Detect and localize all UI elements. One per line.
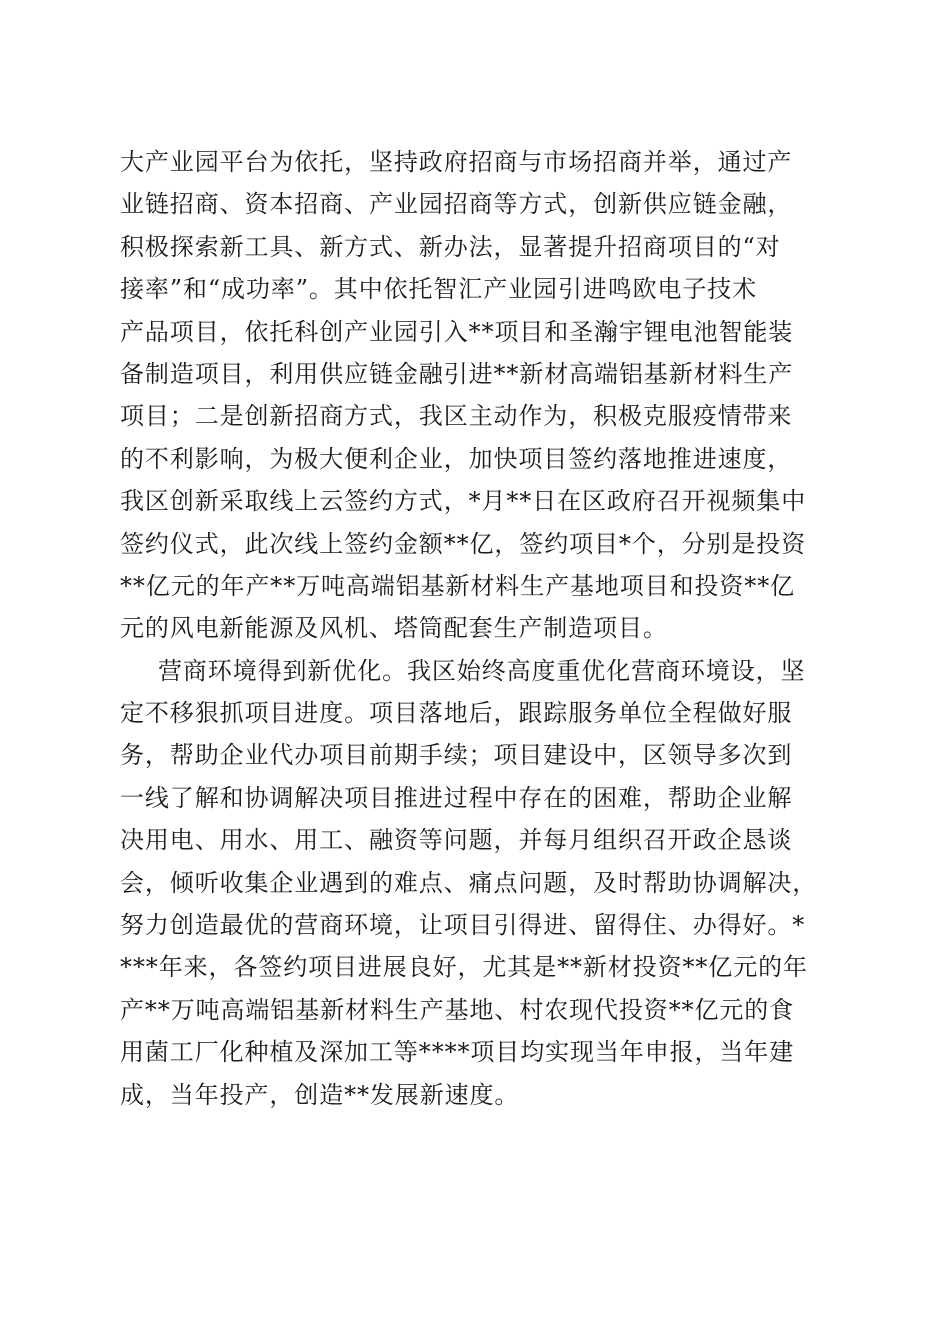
paragraph-2-line: 定不移狠抓项目进度。项目落地后，跟踪服务单位全程做好服 <box>120 699 793 728</box>
paragraph-1-line: 大产业园平台为依托，坚持政府招商与市场招商并举，通过产 <box>120 148 793 176</box>
paragraph-2-line: 决用电、用水、用工、融资等问题，并每月组织召开政企恳谈 <box>120 826 793 855</box>
paragraph-1-line: 积极探索新工具、新方式、新办法，显著提升招商项目的“对 <box>120 232 781 261</box>
paragraph-1-line: 业链招商、资本招商、产业园招商等方式，创新供应链金融， <box>120 190 793 219</box>
paragraph-1-line: 接率”和“成功率”。其中依托智汇产业园引进鸣欧电子技术 <box>120 275 758 304</box>
paragraph-2-line: 用菌工厂化种植及深加工等****项目均实现当年申报，当年建 <box>120 1038 795 1067</box>
paragraph-2-line: 产**万吨高端铝基新材料生产基地、村农现代投资**亿元的食 <box>120 995 795 1024</box>
paragraph-2-line: 努力创造最优的营商环境，让项目引得进、留得住、办得好。* <box>120 911 806 940</box>
paragraph-2-line: 会，倾听收集企业遇到的难点、痛点问题，及时帮助协调解决， <box>120 868 818 897</box>
paragraph-2-line: 成，当年投产，创造**发展新速度。 <box>120 1080 520 1109</box>
paragraph-1-line: 我区创新采取线上云签约方式，*月**日在区政府召开视频集中 <box>120 487 807 516</box>
paragraph-2-line: 一线了解和协调解决项目推进过程中存在的困难，帮助企业解 <box>120 783 793 812</box>
paragraph-1-line: 元的风电新能源及风机、塔筒配套生产制造项目。 <box>120 614 668 643</box>
paragraph-1-line: 的不利影响，为极大便利企业，加快项目签约落地推进速度， <box>120 444 793 473</box>
paragraph-2-line: 务，帮助企业代办项目前期手续；项目建设中，区领导多次到 <box>120 741 793 770</box>
document-body <box>120 141 834 1116</box>
paragraph-1-line: 备制造项目，利用供应链金融引进**新材高端铝基新材料生产 <box>120 359 794 388</box>
paragraph-2-line: 营商环境得到新优化。我区始终高度重优化营商环境设，坚 <box>158 656 806 685</box>
paragraph-2-line: ***年来，各签约项目进展良好，尤其是**新材投资**亿元的年 <box>120 953 808 982</box>
paragraph-1-line: 签约仪式，此次线上签约金额**亿，签约项目*个，分别是投资 <box>120 529 807 558</box>
paragraph-1-line: **亿元的年产**万吨高端铝基新材料生产基地项目和投资**亿 <box>120 571 795 600</box>
paragraph-1-line: 产品项目，依托科创产业园引入**项目和圣瀚宇锂电池智能装 <box>120 317 794 346</box>
paragraph-1-line: 项目；二是创新招商方式，我区主动作为，积极克服疫情带来 <box>120 402 793 431</box>
